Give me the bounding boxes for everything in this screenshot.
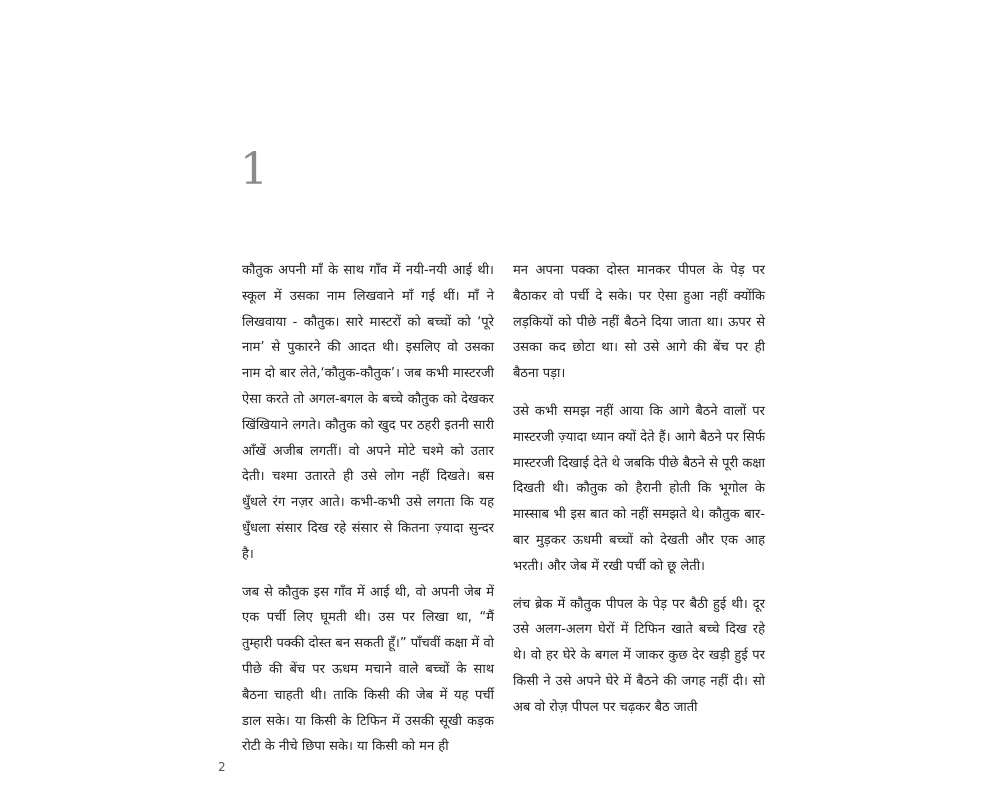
paragraph: जब से कौतुक इस गाँव में आई थी, वो अपनी जेब में एक पर्ची लिए घूमती थी। उस पर लिखा था, “मैं तुम्हारी पक्की दोस्त बन सकती हूँ।” पाँचवीं कक्षा में वो पीछे की बेंच पर ऊधम मचाने वाले बच्चों के साथ बैठना चाहती थी। ताकि किसी की जेब में यह पर्ची डाल सके। या किसी के टिफिन में उसकी सूखी कड़क रोटी के नीचे छिपा सके। या किसी को मन ही bbox=[242, 584, 494, 755]
page-number: 2 bbox=[218, 760, 226, 774]
paragraph: कौतुक अपनी माँ के साथ गाँव में नयी-नयी आई थी। स्कूल में उसका नाम लिखवाने माँ गई थीं। माँ ने लिखवाया - कौतुक। सारे मास्टरों को बच्चों को ‘पूरे नाम’ से पुकारने की आदत थी। इसलिए वो उसका नाम दो बार लेते,‘कौतुक-कौतुक’। जब कभी मास्टरजी ऐसा करते तो अगल-बगल के बच्चे कौतुक को देखकर खिंखियाने लगते। कौतुक को खुद पर ठहरी इतनी सारी आँखें अजीब लगतीं। वो अपने मोटे चश्मे को उतार देती। चश्मा उतारते ही उसे लोग नहीं दिखते। बस धुँधले रंग नज़र आते। कभी-कभी उसे लगता कि यह धुँधला संसार दिख रहे संसार से कितना ज़्यादा सुन्दर है। bbox=[242, 263, 494, 562]
paragraph: उसे कभी समझ नहीं आया कि आगे बैठने वालों पर मास्टरजी ज़्यादा ध्यान क्यों देते हैं। आगे बैठने पर सिर्फ मास्टरजी दिखाई देते थे जबकि पीछे बैठने से पूरी कक्षा दिखती थी। कौतुक को हैरानी होती कि भूगोल के मास्साब भी इस बात को नहीं समझते थे। कौतुक बार-बार मुड़कर ऊधमी बच्चों को देखती और एक आह भरती। और जेब में रखी पर्ची को छू लेती। bbox=[513, 403, 765, 574]
paragraph: लंच ब्रेक में कौतुक पीपल के पेड़ पर बैठी हुई थी। दूर उसे अलग-अलग घेरों में टिफिन खाते बच्चे दिख रहे थे। वो हर घेरे के बगल में जाकर कुछ देर खड़ी हुई पर किसी ने उसे अपने घेरे में बैठने की जगह नहीं दी। सो अब वो रोज़ पीपल पर चढ़कर बैठ जाती bbox=[513, 596, 765, 715]
chapter-number: 1 bbox=[240, 144, 268, 195]
left-column bbox=[242, 258, 494, 772]
right-column bbox=[513, 258, 765, 733]
paragraph: मन अपना पक्का दोस्त मानकर पीपल के पेड़ पर बैठाकर वो पर्ची दे सके। पर ऐसा हुआ नहीं क्योंकि लड़कियों को पीछे नहीं बैठने दिया जाता था। ऊपर से उसका कद छोटा था। सो उसे आगे की बेंच पर ही बैठना पड़ा। bbox=[513, 263, 765, 382]
